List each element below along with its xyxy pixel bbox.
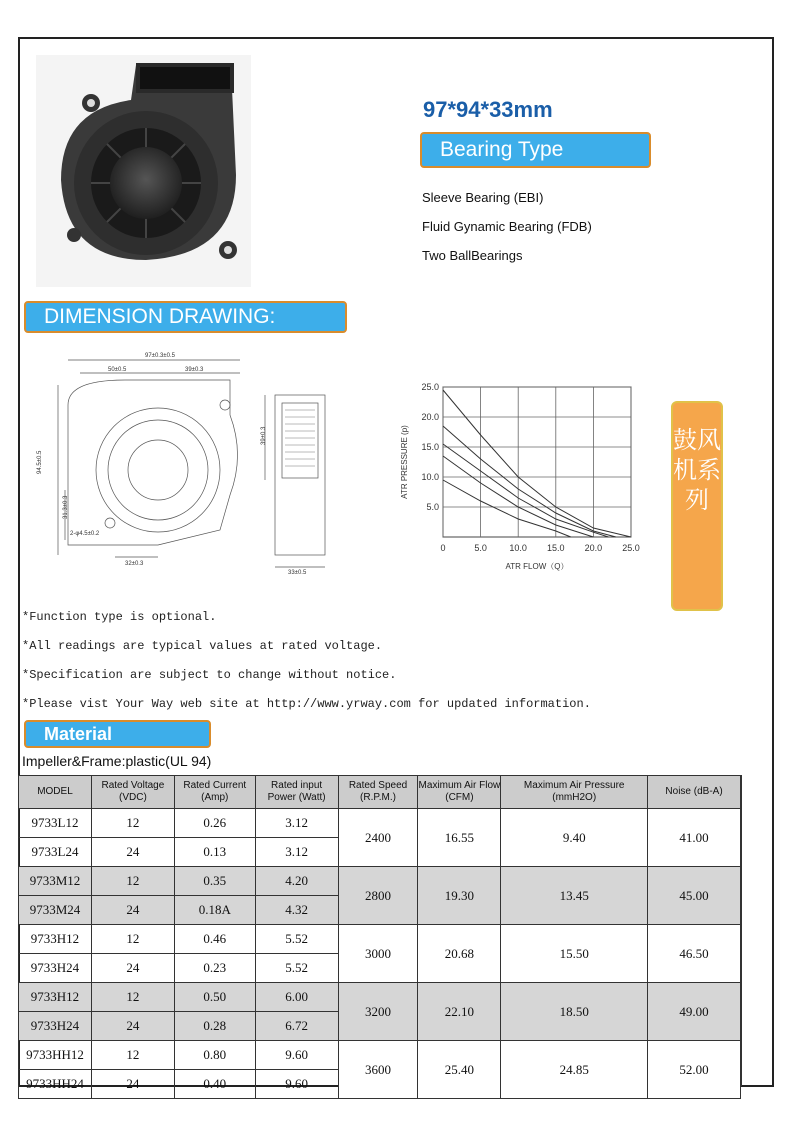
table-cell-voltage: 24 (91, 1012, 174, 1041)
table-cell-current: 0.23 (174, 954, 255, 983)
table-header-cell: Maximum Air Flow (CFM) (418, 776, 501, 809)
table-cell-model: 9733H24 (19, 1012, 92, 1041)
bearing-list (422, 190, 592, 277)
table-cell-current: 0.50 (174, 983, 255, 1012)
table-cell-model: 9733H12 (19, 925, 92, 954)
table-cell-current: 0.18A (174, 896, 255, 925)
note-item: *Please vist Your Way web site at http://www.yrway.com for updated information. (22, 697, 591, 711)
dim-label: 39±0.3 (261, 426, 267, 445)
table-cell-power: 5.52 (255, 954, 338, 983)
table-cell-power: 9.60 (255, 1041, 338, 1070)
table-cell-power: 3.12 (255, 809, 338, 838)
chart-x-tick-label: 5.0 (474, 543, 487, 553)
table-cell-voltage: 12 (91, 809, 174, 838)
table-cell-model: 9733HH12 (19, 1041, 92, 1070)
chart-y-tick-label: 10.0 (421, 472, 439, 482)
table-row (19, 925, 741, 954)
dim-label: 33±0.5 (288, 570, 307, 576)
table-cell-current: 0.80 (174, 1041, 255, 1070)
dim-label: 97±0.3±0.5 (145, 353, 175, 359)
dimension-drawing-banner: DIMENSION DRAWING: (24, 301, 347, 333)
table-header-cell: Rated Current (Amp) (174, 776, 255, 809)
table-cell-model: 9733L12 (19, 809, 92, 838)
table-cell-flow: 22.10 (418, 983, 501, 1041)
table-cell-flow: 20.68 (418, 925, 501, 983)
chart-y-tick-label: 20.0 (421, 412, 439, 422)
table-cell-voltage: 12 (91, 925, 174, 954)
table-cell-power: 6.00 (255, 983, 338, 1012)
table-cell-voltage: 24 (91, 838, 174, 867)
bearing-item: Two BallBearings (422, 248, 523, 263)
table-cell-model: 9733H12 (19, 983, 92, 1012)
table-header-cell: Noise (dB-A) (648, 776, 741, 809)
table-cell-pressure: 13.45 (501, 867, 648, 925)
table-header-cell: Rated Speed (R.P.M.) (338, 776, 418, 809)
table-cell-flow: 25.40 (418, 1041, 501, 1099)
material-banner: Material (24, 720, 211, 748)
product-title: 97*94*33mm (423, 97, 553, 122)
table-cell-speed: 3000 (338, 925, 418, 983)
table-row (19, 983, 741, 1012)
table-cell-flow: 16.55 (418, 809, 501, 867)
table-cell-noise: 41.00 (648, 809, 741, 867)
table-row (19, 809, 741, 838)
bearing-item: Sleeve Bearing (EBI) (422, 190, 544, 205)
note-item: *All readings are typical values at rated voltage. (22, 639, 383, 653)
table-cell-voltage: 24 (91, 954, 174, 983)
table-cell-model: 9733HH24 (19, 1070, 92, 1099)
table-cell-pressure: 18.50 (501, 983, 648, 1041)
table-cell-current: 0.13 (174, 838, 255, 867)
table-cell-flow: 19.30 (418, 867, 501, 925)
dimension-drawing (37, 345, 355, 576)
dim-label: 32±0.3 (125, 561, 144, 567)
table-cell-voltage: 24 (91, 1070, 174, 1099)
table-cell-speed: 3600 (338, 1041, 418, 1099)
notes (22, 610, 591, 726)
table-cell-model: 9733H24 (19, 954, 92, 983)
dim-label: 39±0.3 (185, 367, 204, 373)
table-cell-pressure: 15.50 (501, 925, 648, 983)
side-series-label: 鼓风机系列 (671, 401, 723, 611)
table-header-cell: MODEL (19, 776, 92, 809)
chart-series-line (443, 426, 616, 537)
table-row (19, 867, 741, 896)
chart-x-tick-label: 15.0 (547, 543, 565, 553)
bearing-type-banner: Bearing Type (420, 132, 651, 168)
table-cell-current: 0.40 (174, 1070, 255, 1099)
table-cell-power: 9.60 (255, 1070, 338, 1099)
table-cell-power: 6.72 (255, 1012, 338, 1041)
table-cell-power: 3.12 (255, 838, 338, 867)
chart-y-tick-label: 25.0 (421, 382, 439, 392)
table-cell-power: 5.52 (255, 925, 338, 954)
note-item: *Function type is optional. (22, 610, 217, 624)
chart-series-line (443, 480, 571, 537)
dim-label: 31.3±0.3 (63, 495, 69, 519)
chart-plot-frame (443, 387, 631, 537)
note-item: *Specification are subject to change without notice. (22, 668, 397, 682)
table-cell-noise: 46.50 (648, 925, 741, 983)
chart-x-tick-label: 25.0 (622, 543, 640, 553)
table-cell-pressure: 24.85 (501, 1041, 648, 1099)
table-cell-current: 0.35 (174, 867, 255, 896)
table-cell-noise: 45.00 (648, 867, 741, 925)
table-cell-model: 9733M12 (19, 867, 92, 896)
fan-product-photo (36, 55, 251, 287)
table-cell-voltage: 24 (91, 896, 174, 925)
table-header-cell: Rated Voltage (VDC) (91, 776, 174, 809)
spec-table (18, 775, 741, 1099)
table-header-cell: Maximum Air Pressure (mmH2O) (501, 776, 648, 809)
dim-label: 2-φ4.5±0.2 (70, 531, 100, 537)
table-header-cell: Rated input Power (Watt) (255, 776, 338, 809)
table-cell-speed: 2800 (338, 867, 418, 925)
chart-x-tick-label: 0 (440, 543, 446, 553)
table-header-row (19, 776, 741, 809)
table-cell-voltage: 12 (91, 1041, 174, 1070)
chart-x-tick-label: 10.0 (509, 543, 527, 553)
table-cell-current: 0.26 (174, 809, 255, 838)
table-cell-current: 0.28 (174, 1012, 255, 1041)
table-cell-noise: 52.00 (648, 1041, 741, 1099)
chart-series-line (443, 390, 631, 537)
table-cell-model: 9733M24 (19, 896, 92, 925)
dim-label: 94.5±0.5 (37, 450, 43, 474)
table-cell-speed: 2400 (338, 809, 418, 867)
table-empty-column (741, 775, 772, 1086)
chart-y-tick-label: 5.0 (426, 502, 439, 512)
performance-chart (385, 375, 650, 585)
table-cell-speed: 3200 (338, 983, 418, 1041)
table-cell-current: 0.46 (174, 925, 255, 954)
table-row (19, 1041, 741, 1070)
table-cell-noise: 49.00 (648, 983, 741, 1041)
chart-x-axis-label: ATR FLOW（Q） (505, 562, 569, 571)
chart-y-axis-label: ATR PRESSURE (p) (400, 425, 409, 499)
bearing-item: Fluid Gynamic Bearing (FDB) (422, 219, 592, 234)
table-cell-pressure: 9.40 (501, 809, 648, 867)
dim-label: 50±0.5 (108, 367, 127, 373)
table-cell-voltage: 12 (91, 867, 174, 896)
table-cell-power: 4.32 (255, 896, 338, 925)
table-cell-power: 4.20 (255, 867, 338, 896)
chart-y-tick-label: 15.0 (421, 442, 439, 452)
chart-x-tick-label: 20.0 (584, 543, 603, 553)
table-cell-model: 9733L24 (19, 838, 92, 867)
table-cell-voltage: 12 (91, 983, 174, 1012)
material-text: Impeller&Frame:plastic(UL 94) (22, 753, 212, 769)
